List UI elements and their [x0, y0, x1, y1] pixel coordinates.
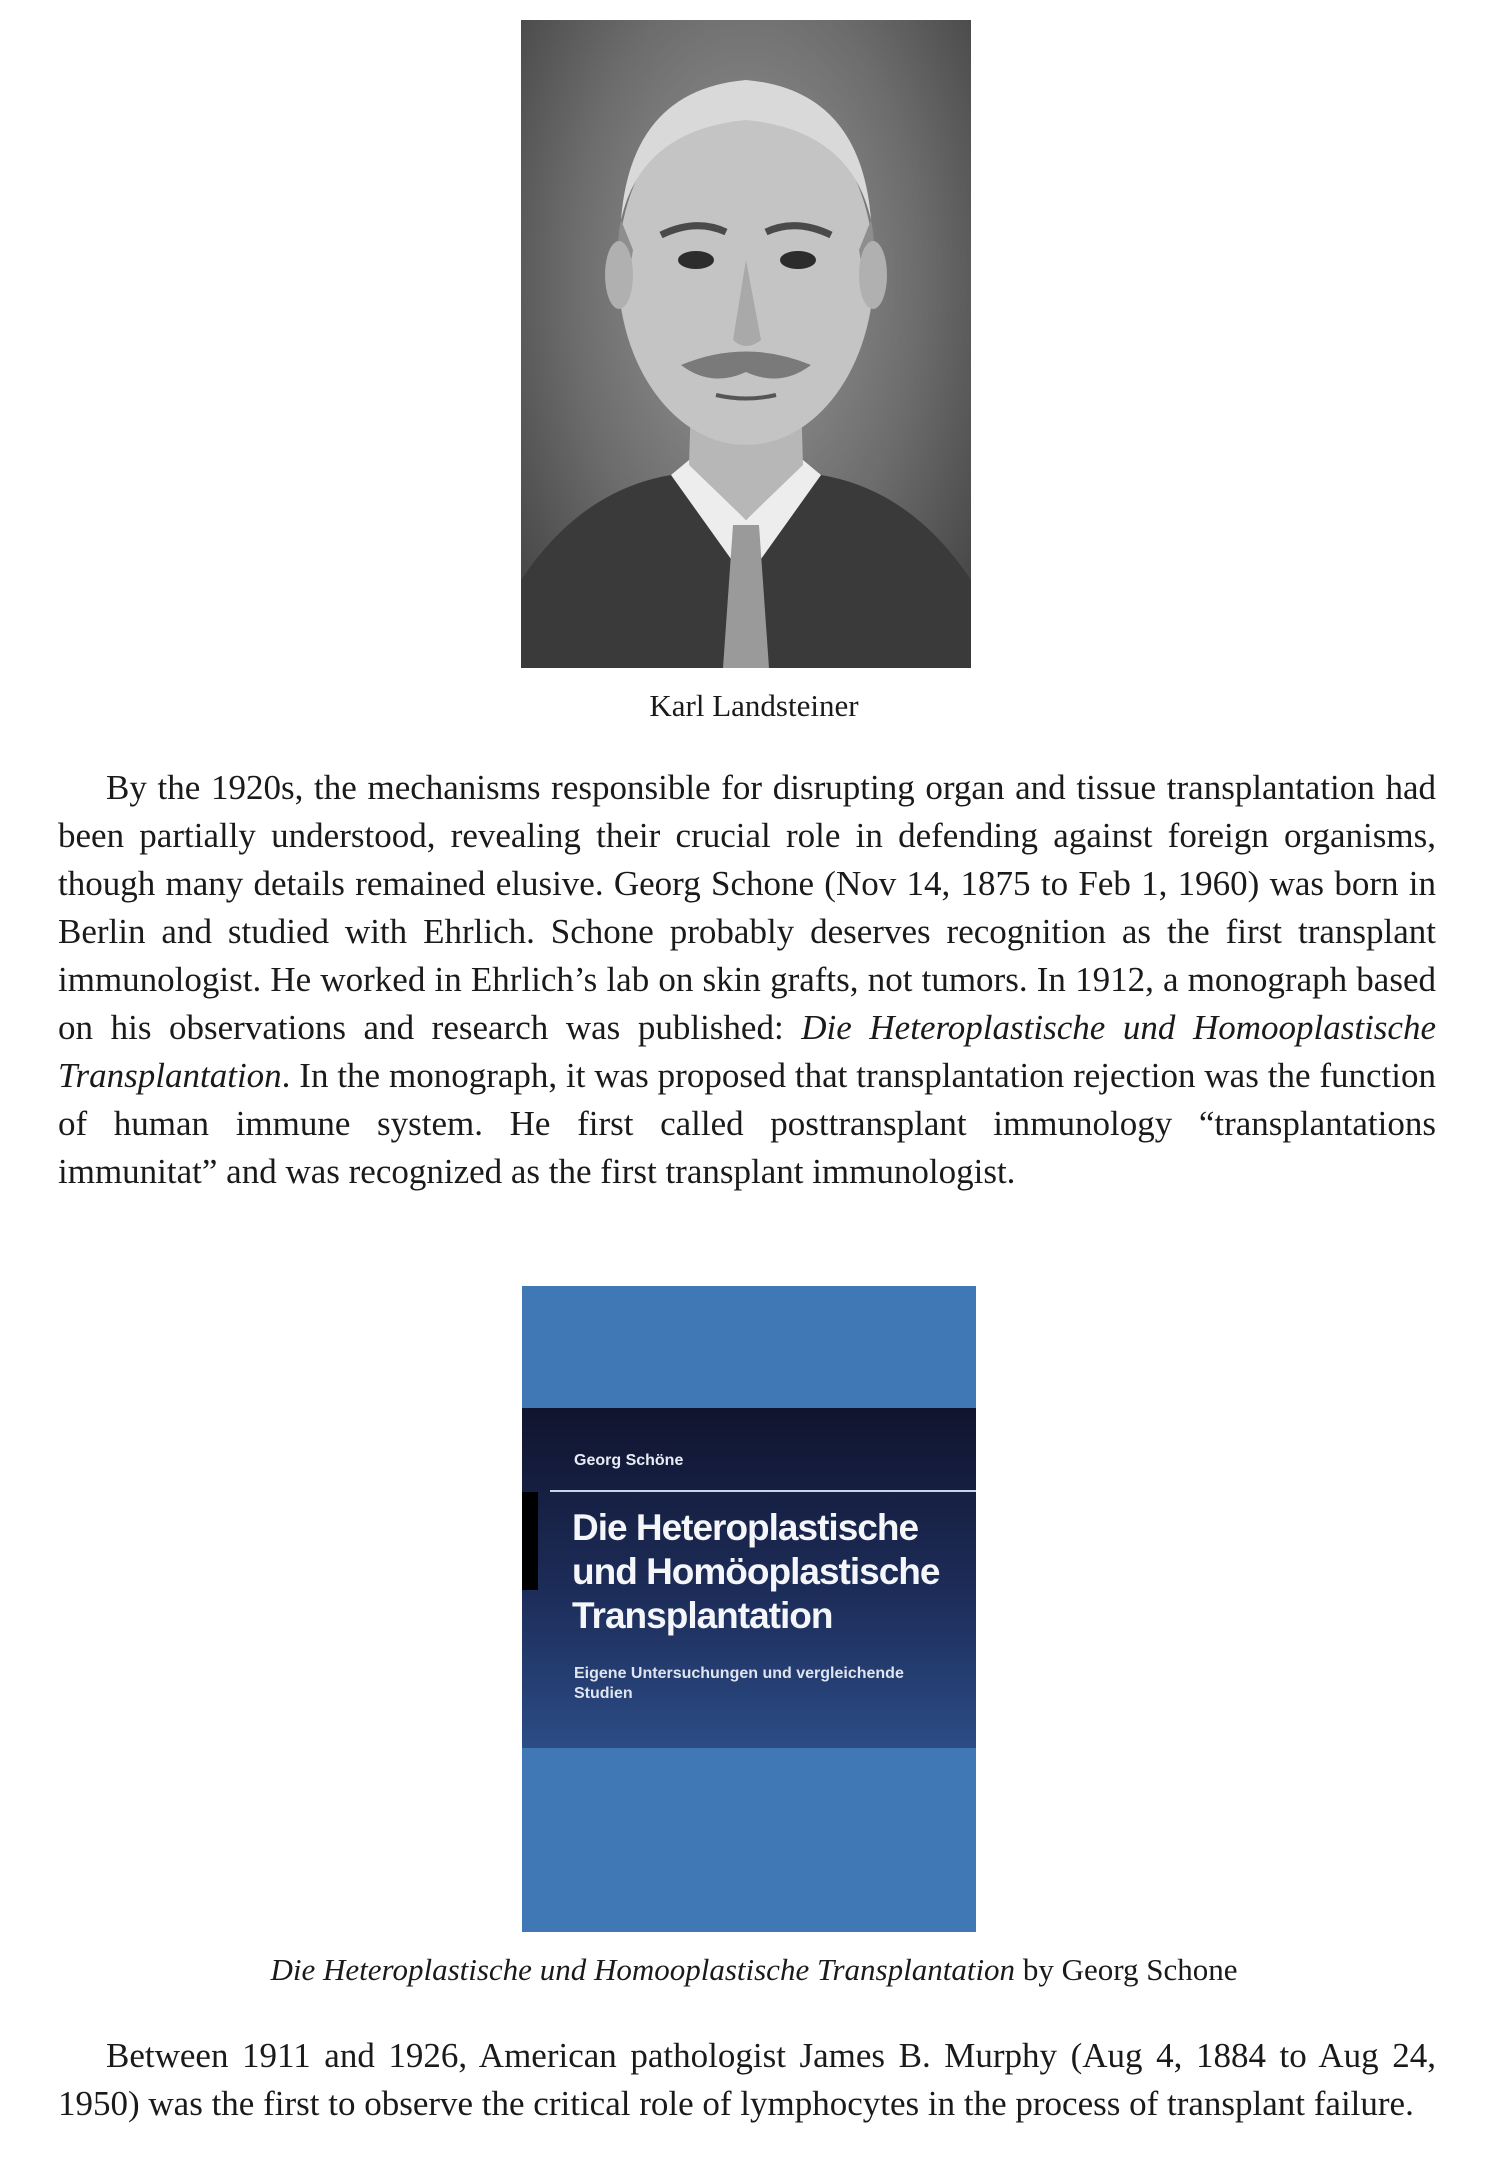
caption-book-author: by Georg Schone: [1015, 1952, 1238, 1987]
figure-caption-book: [0, 1950, 1508, 1990]
portrait-illustration: [521, 20, 971, 668]
book-cover-title: [572, 1506, 972, 1638]
book-cover-author: Georg Schöne: [574, 1452, 684, 1469]
paragraph-murphy: [58, 2032, 1436, 2128]
monograph-title-italic: Die Heteroplastische und Homooplastische Transplantation: [58, 1008, 1437, 1095]
paragraph-schone: [58, 764, 1436, 1196]
figure-caption-landsteiner: Karl Landsteiner: [649, 688, 859, 723]
book-cover-title-line: und Homöoplastische: [572, 1551, 940, 1592]
karl-landsteiner-portrait: [521, 20, 971, 668]
book-cover-title-line: Die Heteroplastische: [572, 1507, 919, 1548]
paragraph-text-continued: . In the monograph, it was proposed that transplantation rejection was the function of human immune system. He first called posttransplant immunology “transplantations immunitat” and was recognized as the first transplant immunologist.: [58, 1056, 1436, 1191]
book-cover-subtitle: Eigene Untersuchungen und vergleichende Studien: [574, 1665, 904, 1702]
book-cover-spine-mark: [522, 1492, 538, 1590]
book-cover-rule: [550, 1490, 976, 1492]
book-cover-title-line: Transplantation: [572, 1595, 833, 1636]
caption-book-title: Die Heteroplastische und Homooplastische Transplantation: [270, 1952, 1016, 1987]
paragraph-text: Between 1911 and 1926, American pathologist James B. Murphy (Aug 4, 1884 to Aug 24, 1950) was the first to observe the critical role of lymphocytes in the process of transplant failure.: [58, 2036, 1436, 2123]
book-cover: [522, 1286, 976, 1932]
paragraph-text: By the 1920s, the mechanisms responsible for disrupting organ and tissue transplantation had been partially understood, revealing their crucial role in defending against foreign organisms, though many details remained elusive. Georg Schone (Nov 14, 1875 to Feb 1, 1960) was born in Berlin and studied with Ehrlich. Schone probably deserves recognition as the first transplant immunologist. He worked in Ehrlich’s lab on skin grafts, not tumors. In 1912, a monograph based on his observations and research was published:: [58, 768, 1436, 1047]
